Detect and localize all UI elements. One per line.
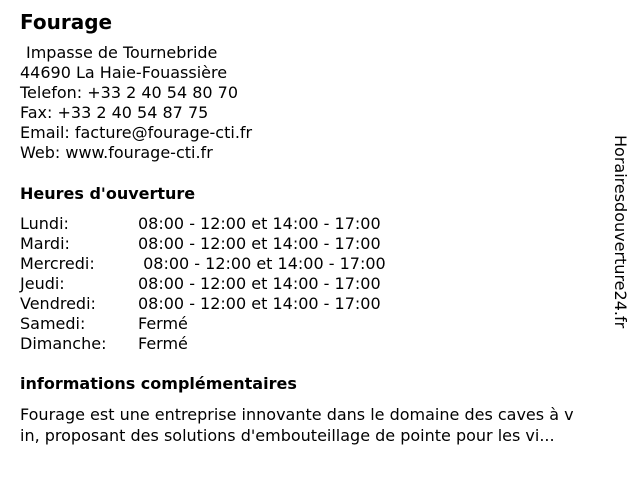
additional-info-heading: informations complémentaires [20,374,297,393]
hours-value: 08:00 - 12:00 et 14:00 - 17:00 [138,274,381,293]
hours-value: Fermé [138,314,188,333]
hours-value: 08:00 - 12:00 et 14:00 - 17:00 [138,214,381,233]
site-watermark: Horairesdouverture24.fr [611,135,630,329]
additional-info-text: Fourage est une entreprise innovante dans le domaine des caves à v in, proposant des solutions d'embouteillage de pointe pour les vi... [20,405,574,445]
contact-block [20,43,252,163]
hours-row-saturday [20,314,440,334]
hours-row-monday [20,214,440,234]
web-line: Web: www.fourage-cti.fr [20,143,213,162]
business-name: Fourage [20,10,113,34]
hours-value: Fermé [138,334,188,353]
day-label: Mercredi: [20,254,95,273]
phone-line: Telefon: +33 2 40 54 80 70 [20,83,239,102]
email-line: Email: facture@fourage-cti.fr [20,123,253,142]
day-label: Samedi: [20,314,86,333]
hours-row-wednesday [20,254,440,274]
hours-row-sunday [20,334,440,354]
address-city: 44690 La Haie-Fouassière [20,63,228,82]
address-street: Impasse de Tournebride [26,43,218,62]
hours-value: 08:00 - 12:00 et 14:00 - 17:00 [138,294,381,313]
hours-row-friday [20,294,440,314]
fax-line: Fax: +33 2 40 54 87 75 [20,103,209,122]
day-label: Mardi: [20,234,70,253]
hours-row-tuesday [20,234,440,254]
day-label: Lundi: [20,214,69,233]
day-label: Vendredi: [20,294,96,313]
hours-value: 08:00 - 12:00 et 14:00 - 17:00 [138,254,386,273]
hours-row-thursday [20,274,440,294]
opening-hours-heading: Heures d'ouverture [20,184,196,203]
day-label: Dimanche: [20,334,107,353]
opening-hours-table [20,214,440,354]
hours-value: 08:00 - 12:00 et 14:00 - 17:00 [138,234,381,253]
day-label: Jeudi: [20,274,65,293]
